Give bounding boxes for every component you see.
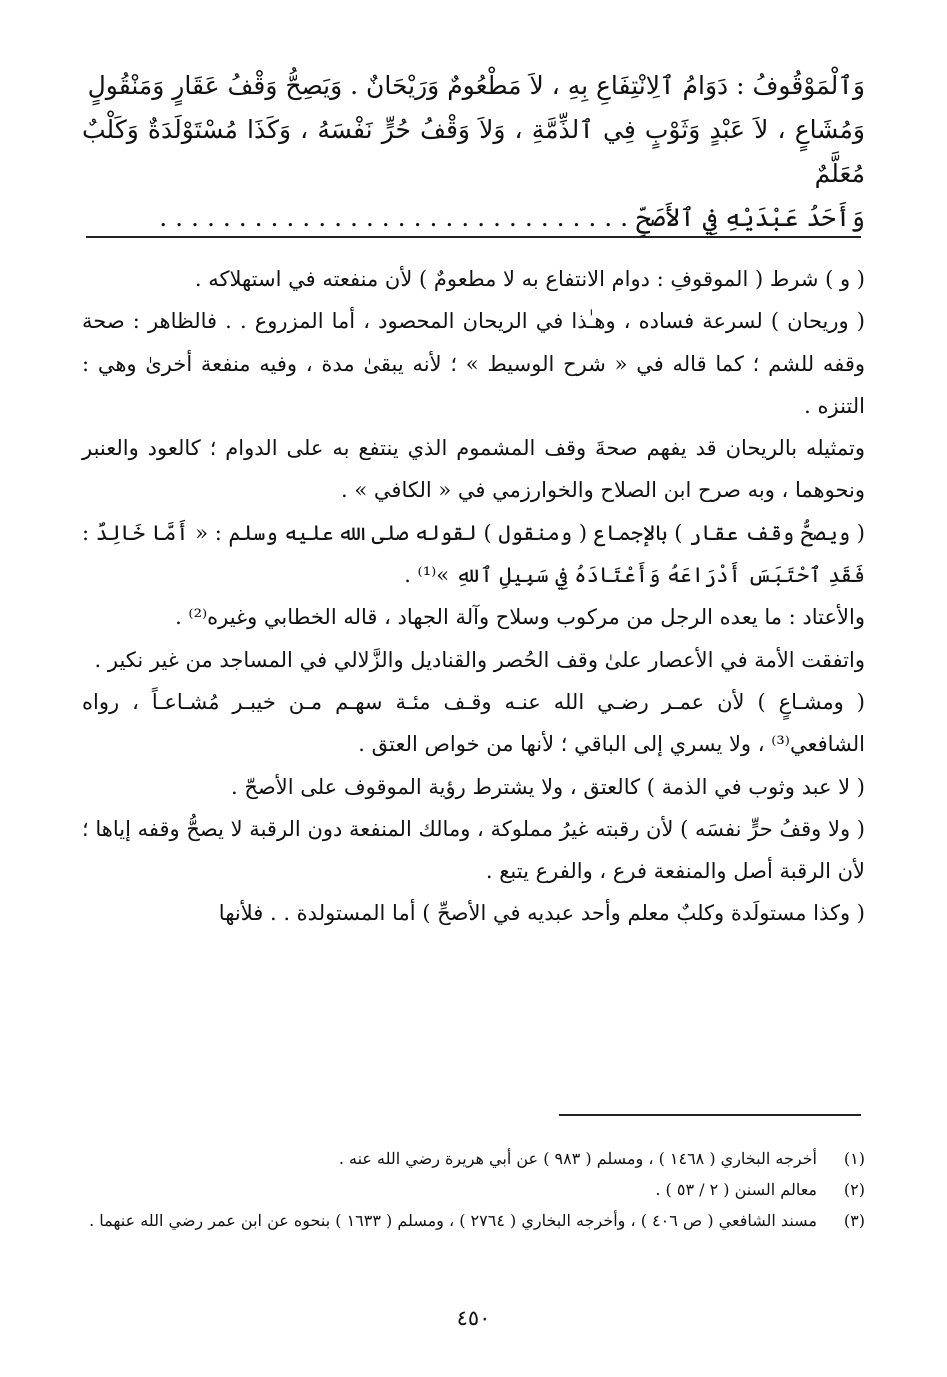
sharh-paragraph: ( ومشـاعٍ ) لأن عمـر رضـي الله عنـه وقـف مئـة سهـم مـن خيبـر مُشـاعـاً ، رواه الشافعي⁽³⁾ ، ولا يسري إلى الباقي ؛ لأنها من خواص العتق . (82, 689, 865, 757)
matn-text (82, 64, 865, 240)
matn-line: وَٱلْمَوْقُوفُ : دَوَامُ ٱلِانْتِفَاعِ بِهِ ، لاَ مَطْعُومٌ وَرَيْحَانٌ . وَيَصِحُّ وَقْفُ عَقَارٍ وَمَنْقُولٍ (87, 71, 865, 100)
footnote-rule (559, 1114, 861, 1116)
footnote-number: (٣) (843, 1211, 865, 1230)
sharh-paragraph: والأعتاد : ما يعده الرجل من مركوب وسلاح وآلة الجهاد ، قاله الخطابي وغيره⁽²⁾ . (175, 605, 865, 630)
footnote-text: معالم السنن ( ٢ / ٥٣ ) . (655, 1180, 817, 1199)
footnote-text: أخرجه البخاري ( ١٤٦٨ ) ، ومسلم ( ٩٨٣ ) عن أبي هريرة رضي الله عنه . (338, 1149, 817, 1168)
sharh-paragraph: ( ويصحُّ وقف عقار ) بالإجماع ( ومنقول ) لقوله صلى الله عليه وسلم : « أَمَّا خَالِدٌ : فَقَدِ ٱحْتَبَسَ أَدْرَاعَهُ وَأَعْتَادَهُ فِي سَبِيلِ ٱللهِ »⁽¹⁾ . (82, 520, 865, 588)
sharh-paragraph: واتفقت الأمة في الأعصار علىٰ وقف الحُصر والقناديل والزَّلالي في المساجد من غير نكير . (94, 647, 865, 672)
footnote (82, 1174, 865, 1205)
footnote (82, 1205, 865, 1236)
sharh-text (82, 258, 865, 935)
sharh-paragraph: ( ولا وقفُ حرٍّ نفسَه ) لأن رقبته غيرُ مملوكة ، ومالك المنفعة دون الرقبة لا يصحُّ وقفه إياها ؛ لأن الرقبة أصل والمنفعة فرع ، والفرع يتبع . (82, 816, 865, 884)
page-number: ٤٥٠ (456, 1306, 491, 1330)
footnote-text: مسند الشافعي ( ص ٤٠٦ ) ، وأخرجه البخاري ( ٢٧٦٤ ) ، ومسلم ( ١٦٣٣ ) بنحوه عن ابن عمر رضي الله عنهما . (89, 1211, 817, 1230)
footnote (82, 1143, 865, 1174)
sharh-paragraph: ( لا عبد وثوب في الذمة ) كالعتق ، ولا يشترط رؤية الموقوف على الأصحّ . (230, 774, 865, 799)
sharh-paragraph: ( و ) شرط ( الموقوفِ : دوام الانتفاع به لا مطعومٌ ) لأن منفعته في استهلاكه . (194, 267, 865, 291)
matn-line: وَأَحَدُ عَبْدَيْهِ فِي ٱلأَصَحِّ . . . . . . . . . . . . . . . . . . . . . . . . . . . . . . (159, 203, 865, 232)
footnotes (82, 1143, 865, 1236)
sharh-paragraph: ( وكذا مستولَدة وكلبٌ معلم وأحد عبديه في الأصحِّ ) أما المستولدة . . فلأنها (218, 901, 865, 926)
separator-rule (86, 236, 861, 238)
sharh-paragraph: ( وريحان ) لسرعة فساده ، وهـٰذا في الريحان المحصود ، أما المزروع . . فالظاهر : صحة وقفه للشم ؛ كما قاله في « شرح الوسيط » ؛ لأنه يبقىٰ مدة ، وفيه منفعة أخرىٰ وهي : التنزه . (82, 309, 865, 418)
footnote-number: (١) (843, 1149, 865, 1168)
matn-line: وَمُشَاعٍ ، لاَ عَبْدٍ وَثَوْبٍ فِي ٱلذِّمَّةِ ، وَلاَ وَقْفُ حُرٍّ نَفْسَهُ ، وَكَذَا مُسْتَوْلَدَةٌ وَكَلْبٌ مُعَلَّمٌ (82, 115, 865, 188)
sharh-paragraph: وتمثيله بالريحان قد يفهم صحةَ وقف المشموم الذي ينتفع به على الدوام ؛ كالعود والعنبر ونحوهما ، وبه صرح ابن الصلاح والخوارزمي في « الكافي » . (82, 436, 865, 503)
footnote-number: (٢) (843, 1180, 865, 1199)
